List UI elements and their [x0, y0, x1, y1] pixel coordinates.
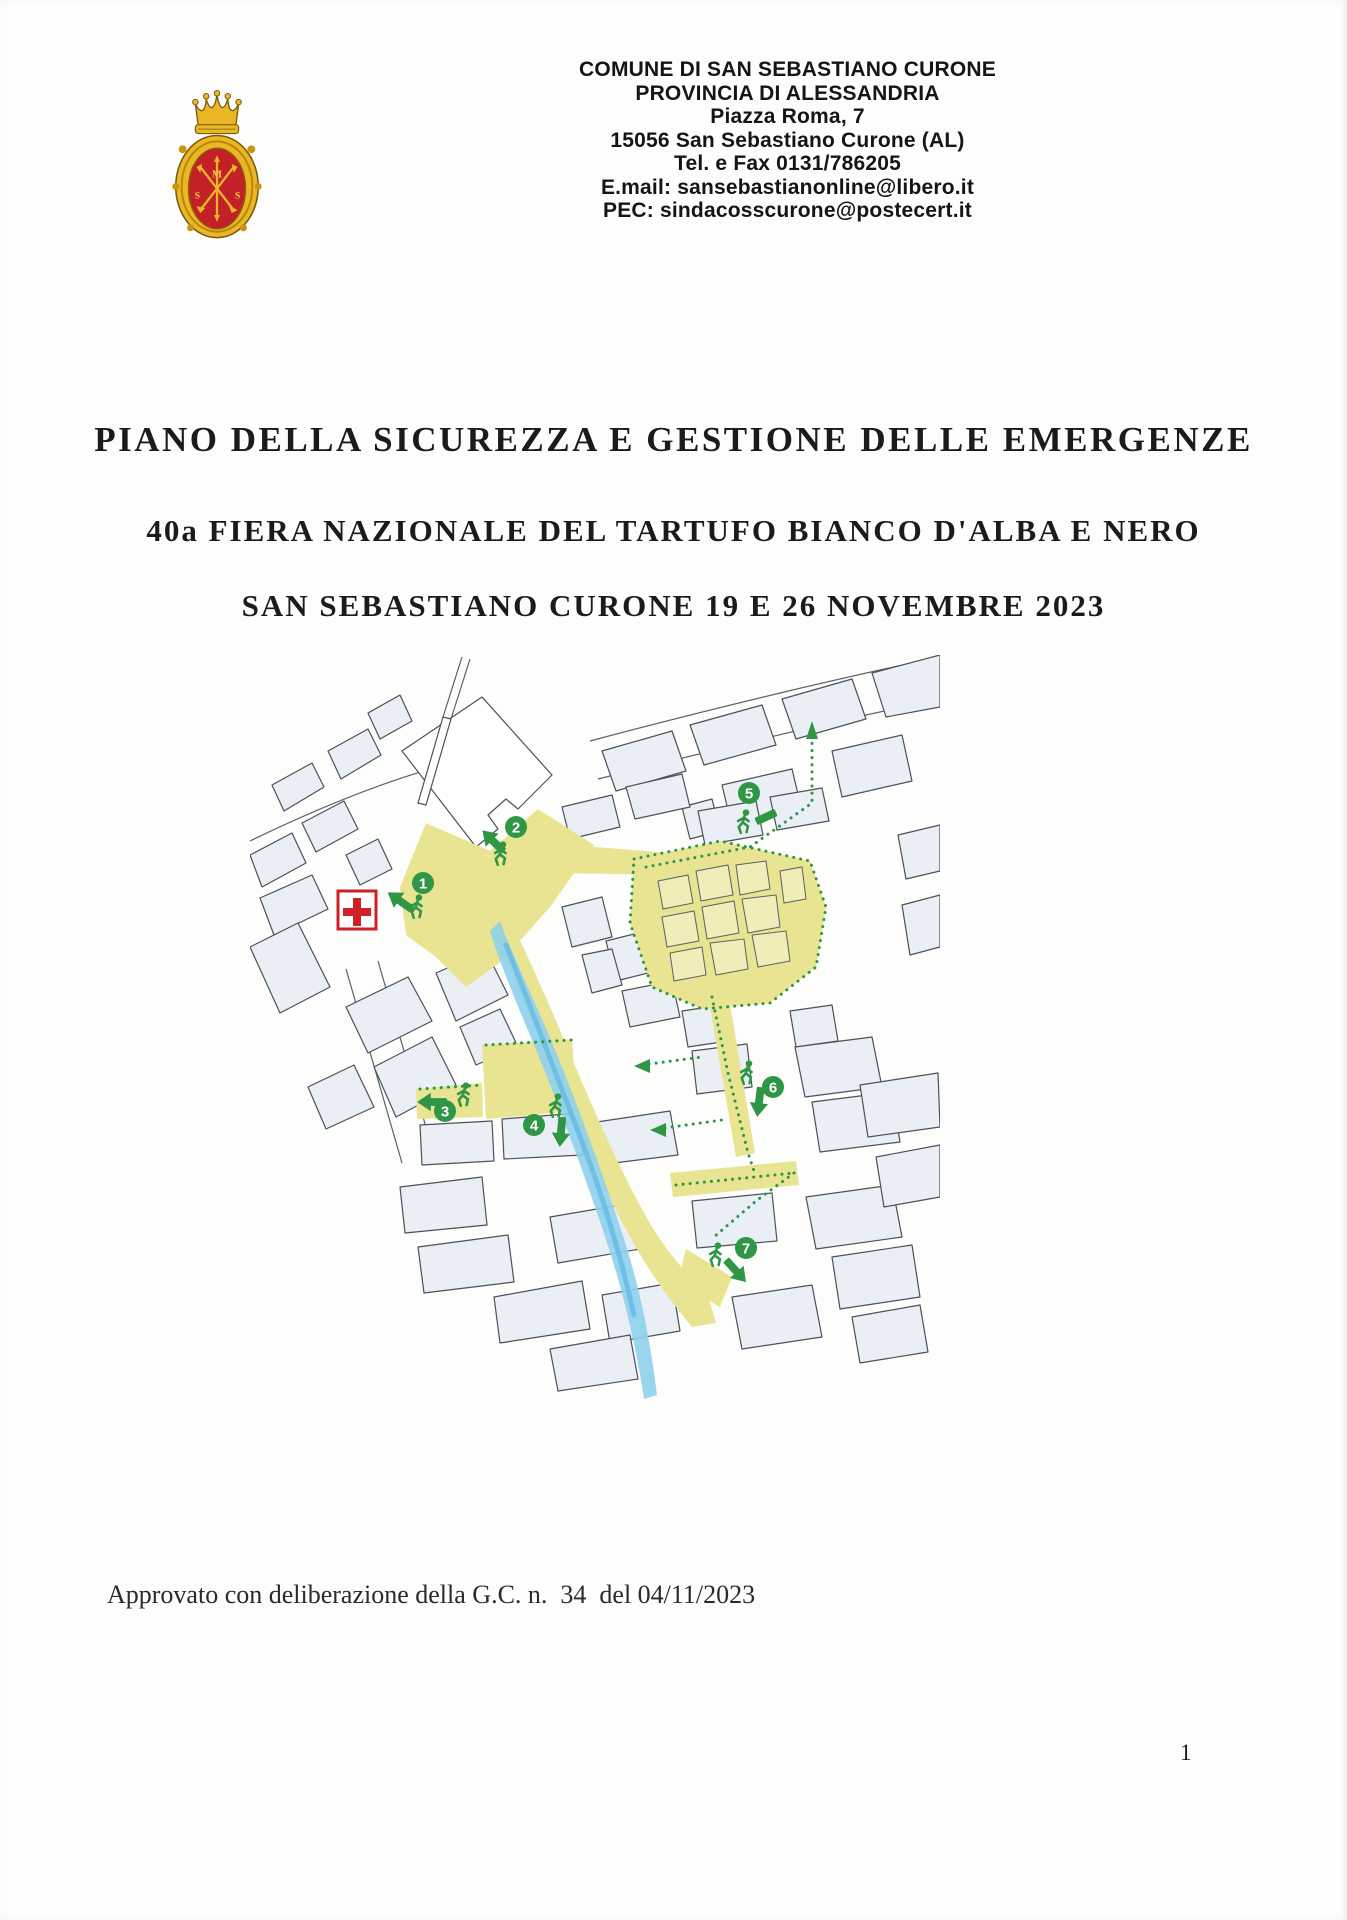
- exit-marker-label: 2: [511, 819, 521, 837]
- exit-marker-label: 3: [440, 1103, 450, 1121]
- shield-cartouche: [172, 136, 261, 238]
- exit-marker-7: [735, 1237, 757, 1259]
- exit-marker-5: [738, 782, 760, 804]
- header-line-comune: COMUNE DI SAN SEBASTIANO CURONE: [579, 58, 996, 81]
- document-subtitle-location-dates: SAN SEBASTIANO CURONE 19 E 26 NOVEMBRE 2023: [241, 588, 1106, 623]
- municipal-coat-of-arms: [163, 84, 271, 242]
- exit-marker-1: [412, 872, 434, 894]
- first-aid-cross-icon: [338, 891, 376, 929]
- exit-marker-6: [762, 1076, 784, 1098]
- header-line-provincia: PROVINCIA DI ALESSANDRIA: [635, 81, 940, 105]
- document-title: PIANO DELLA SICUREZZA E GESTIONE DELLE EMERGENZE: [94, 420, 1253, 459]
- monogram-s-right: S: [234, 190, 241, 202]
- crown-icon: [193, 91, 242, 134]
- map-buildings: [250, 655, 940, 1391]
- exit-marker-label: 5: [744, 785, 754, 803]
- monogram-m: M: [211, 168, 223, 181]
- exit-marker-label: 6: [768, 1079, 778, 1097]
- header-line-address: Piazza Roma, 7: [710, 105, 865, 128]
- exit-marker-3: [434, 1100, 456, 1122]
- approval-note: Approvato con deliberazione della G.C. n. 34 del 04/11/2023: [107, 1580, 756, 1609]
- page-number: 1: [1180, 1740, 1192, 1765]
- header-line-phone: Tel. e Fax 0131/786205: [673, 152, 901, 175]
- municipality-header: [500, 58, 1075, 223]
- header-line-cap: 15056 San Sebastiano Curone (AL): [610, 128, 965, 152]
- exit-marker-2: [505, 816, 527, 838]
- exit-marker-4: [523, 1114, 545, 1136]
- exit-marker-label: 4: [529, 1117, 539, 1135]
- header-line-email: E.mail: sansebastianonline@libero.it: [600, 175, 975, 199]
- exit-marker-label: 7: [741, 1240, 751, 1258]
- exit-marker-label: 1: [418, 875, 428, 893]
- header-line-pec: PEC: sindacosscurone@postecert.it: [602, 199, 972, 222]
- monogram-s-left: S: [194, 190, 201, 202]
- evacuation-map: [250, 655, 940, 1430]
- document-subtitle-fair: 40a FIERA NAZIONALE DEL TARTUFO BIANCO D'ALBA E NERO: [146, 513, 1201, 548]
